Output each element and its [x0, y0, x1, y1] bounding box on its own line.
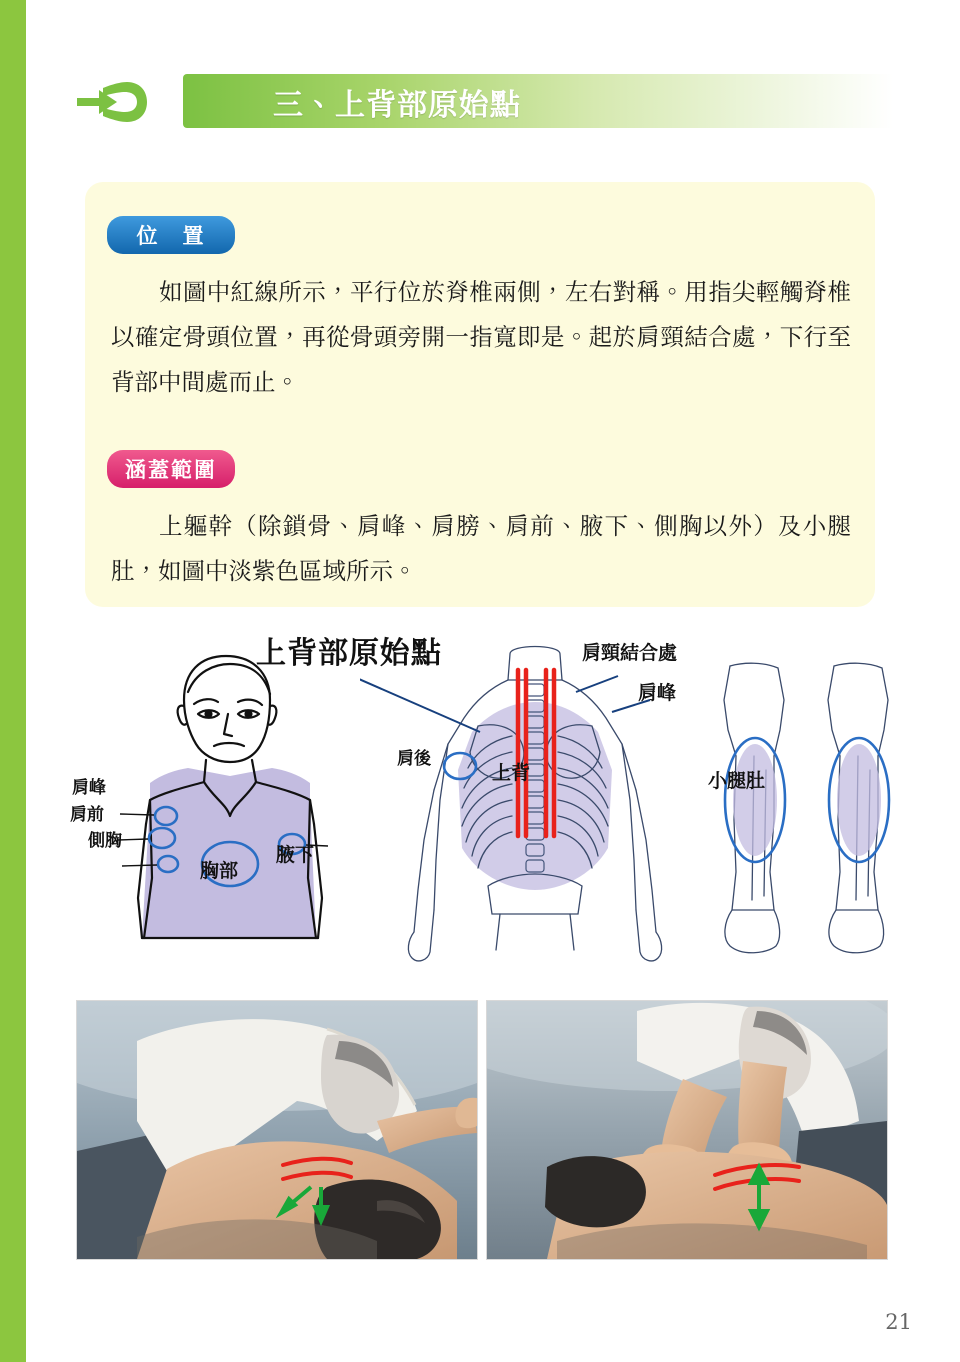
content-card — [85, 182, 875, 607]
label-shoulder-peak-right: 肩峰 — [638, 682, 677, 704]
paragraph-coverage: 上軀幹（除鎖骨、肩峰、肩膀、肩前、腋下、側胸以外）及小腿肚，如圖中淡紫色區域所示。 — [111, 512, 851, 585]
photo-massage-left — [76, 1000, 478, 1260]
diagram-front-torso — [80, 648, 380, 978]
page-number: 21 — [885, 1310, 912, 1334]
label-shoulder-back: 肩後 — [397, 749, 431, 769]
diagram-title: 上背部原始點 — [256, 637, 442, 670]
label-neck-shoulder-junction: 肩頸結合處 — [582, 642, 678, 664]
anatomy-diagram — [60, 618, 900, 978]
badge-position: 位 置 — [107, 216, 235, 254]
diagram-calves — [710, 660, 910, 970]
label-chest: 胸部 — [200, 860, 239, 882]
paragraph-position: 如圖中紅線所示，平行位於脊椎兩側，左右對稱。用指尖輕觸脊椎以確定骨頭位置，再從骨頭旁開一指寬即是。起於肩頸結合處，下行至背部中間處而止。 — [111, 278, 851, 396]
label-armpit: 腋下 — [276, 844, 315, 866]
photo-massage-right — [486, 1000, 888, 1260]
badge-coverage: 涵蓋範圍 — [107, 450, 235, 488]
page-title: 三、上背部原始點 — [273, 89, 521, 122]
label-side-chest: 側胸 — [88, 831, 122, 851]
section-header — [73, 74, 893, 134]
label-shoulder-peak-left: 肩峰 — [72, 778, 106, 798]
label-calf: 小腿肚 — [708, 770, 766, 792]
label-upper-back: 上背 — [492, 762, 531, 784]
left-edge-bar — [0, 0, 26, 1362]
pointing-hand-target-icon — [73, 76, 203, 128]
label-shoulder-front: 肩前 — [70, 805, 104, 825]
